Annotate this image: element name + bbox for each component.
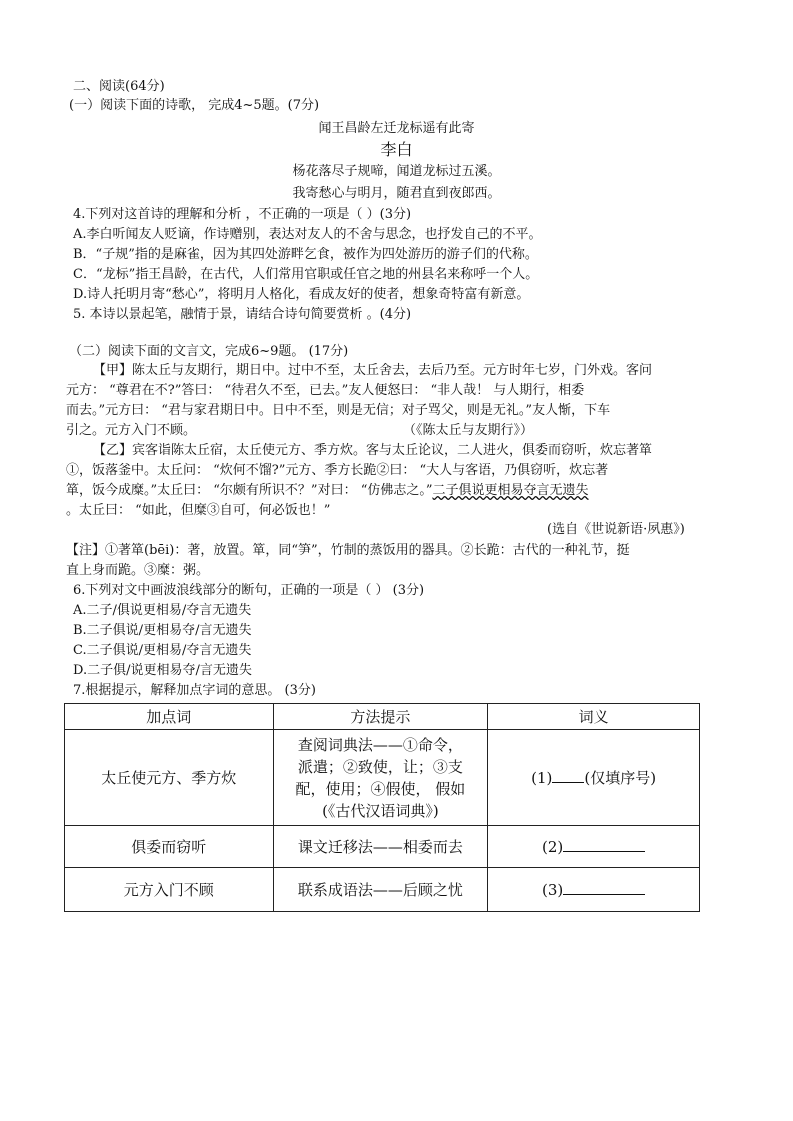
table-header-word: 加点词 <box>65 704 274 730</box>
answer-number: (3) <box>541 881 564 899</box>
hint-line: 配，使用；④假使， 假如 <box>295 779 466 798</box>
poem-author: 李白 <box>380 140 413 159</box>
hint-line: 派遣；②致使，让；③支 <box>297 757 463 776</box>
question-6: 6.下列对文中画波浪线部分的断句，正确的一项是（ ） (3分) <box>73 583 425 598</box>
section-heading: 二、阅读(64分) <box>73 79 165 94</box>
hint-line: 查阅词典法——①命令， <box>297 735 463 754</box>
question-4: 4.下列对这首诗的理解和分析 ，不正确的一项是（ ）(3分) <box>73 207 412 222</box>
part2-instruction: （二）阅读下面的文言文，完成6~9题。 (17分) <box>69 344 349 359</box>
answer-blank[interactable] <box>552 768 584 783</box>
table-cell-word: 俱委而窃听 <box>65 826 274 868</box>
table-header-row <box>65 704 700 730</box>
passage-yi-source: (选自《世说新语·夙惠》) <box>547 522 685 537</box>
passage-yi-line-3 <box>66 482 589 500</box>
passage-yi-line-4: 。太丘曰： “如此，但糜③自可，何必饭也！” <box>66 503 331 518</box>
answer-number: (2) <box>541 838 564 856</box>
question-6-option-b: B.二子俱说/更相易夺/言无遗失 <box>73 623 252 638</box>
question-4-option-d: D.诗人托明月寄“愁心”，将明月人格化，看成友好的使者，想象奇特富有新意。 <box>73 287 530 302</box>
table-cell-word: 元方入门不顾 <box>65 868 274 912</box>
question-4-option-c: C．“龙标”指王昌龄，在古代，人们常用官职或任官之地的州县名来称呼一个人。 <box>73 267 539 282</box>
passage-yi-line-2: ①，饭落釜中。太丘问： “炊何不馏?”元方、季方长跪②曰： “大人与客语，乃俱窃听，炊忘著 <box>66 463 609 478</box>
question-6-option-c: C.二子俱说/更相易/夺言无遗失 <box>73 643 252 658</box>
passage-jia-line-4: 引之。元方入门不顾。 <box>66 423 197 438</box>
wavy-underlined-sentence: 二子俱说更相易夺言无遗失 <box>432 483 589 498</box>
table-cell-answer <box>488 826 700 868</box>
note-line-1: 【注】①著箪(bēi)：著，放置。箪，同“笋”，竹制的蒸饭用的器具。②长跪：古代的一种礼节，挺 <box>66 543 630 558</box>
question-6-option-d: D.二子俱/说更相易夺/言无遗失 <box>73 663 252 678</box>
poem-line-1: 杨花落尽子规啼，闻道龙标过五溪。 <box>292 164 501 179</box>
answer-blank[interactable] <box>563 880 645 895</box>
word-meaning-table <box>64 703 700 912</box>
passage-jia-line-1: 【甲】陈太丘与友期行，期日中。过中不至，太丘舍去，去后乃至。元方时年七岁，门外戏。客问 <box>93 363 653 378</box>
table-cell-hint: 课文迁移法——相委而去 <box>273 826 488 868</box>
table-cell-answer <box>488 868 700 912</box>
table-row <box>65 826 700 868</box>
table-row <box>65 730 700 826</box>
passage-jia-line-3: 而去。”元方曰： “君与家君期日中。日中不至，则是无信；对子骂父，则是无礼。”友人惭，下车 <box>66 403 611 418</box>
table-cell-hint: 联系成语法——后顾之忧 <box>273 868 488 912</box>
question-5: 5. 本诗以景起笔，融情于景，请结合诗句简要赏析 。(4分) <box>73 307 412 322</box>
table-cell-answer <box>488 730 700 826</box>
table-cell-word: 太丘使元方、季方炊 <box>65 730 274 826</box>
part1-instruction: (一）阅读下面的诗歌， 完成4~5题。(7分) <box>69 98 320 113</box>
answer-blank[interactable] <box>563 837 645 852</box>
poem-title: 闻王昌龄左迁龙标遥有此寄 <box>318 121 475 136</box>
note-line-2: 直上身而跪。③糜：粥。 <box>66 563 210 578</box>
question-6-option-a: A.二子/俱说更相易/夺言无遗失 <box>73 603 252 618</box>
passage-yi-line-1: 【乙】宾客诣陈太丘宿，太丘使元方、季方炊。客与太丘论议，二人进火，俱委而窃听，炊忘著箪 <box>93 443 653 458</box>
table-row <box>65 868 700 912</box>
hint-line: (《古代汉语词典》) <box>322 801 439 820</box>
passage-jia-line-2: 元方： “尊君在不?”答曰： “待君久不至，已去。”友人便怒曰： “非人哉！ 与人期行，相委 <box>66 383 585 398</box>
table-header-hint: 方法提示 <box>273 704 488 730</box>
answer-suffix: (仅填序号) <box>584 769 657 787</box>
answer-number: (1) <box>531 769 553 787</box>
question-4-option-b: B．“子规”指的是麻雀，因为其四处游畔乞食，被作为四处游历的游子们的代称。 <box>73 247 538 262</box>
table-header-meaning: 词义 <box>488 704 700 730</box>
table-cell-hint <box>273 730 488 826</box>
passage-jia-source: （《陈太丘与友期行》） <box>403 423 534 438</box>
passage-yi-line-3-text: 箪，饭今成糜。”太丘曰： “尔颇有所识不？”对曰： “仿佛志之。” <box>66 483 433 498</box>
question-7: 7.根据提示，解释加点字词的意思。 (3分) <box>73 683 316 698</box>
question-4-option-a: A.李白听闻友人贬谪，作诗赠别，表达对友人的不舍与思念，也抒发自己的不平。 <box>73 227 542 242</box>
poem-line-2: 我寄愁心与明月，随君直到夜郎西。 <box>292 186 501 201</box>
